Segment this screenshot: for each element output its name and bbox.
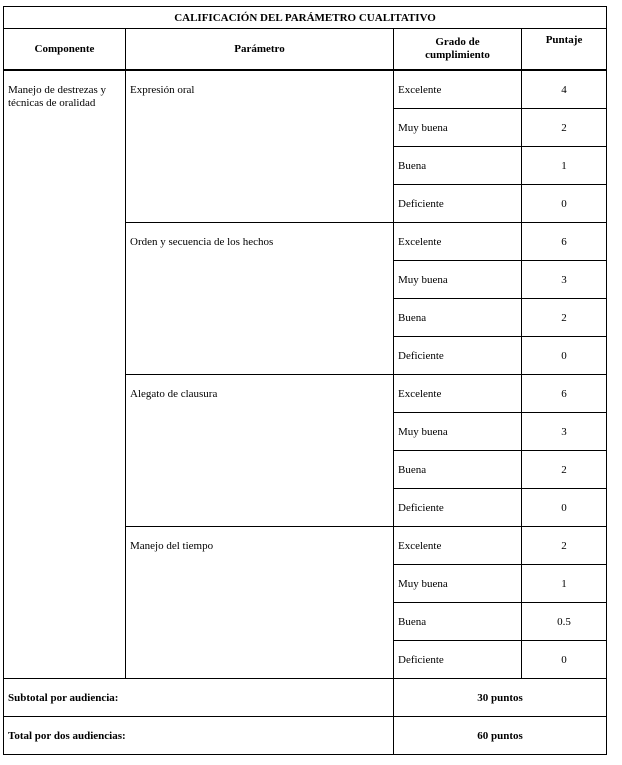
grado-cell: Buena — [394, 299, 522, 337]
subtotal-row — [4, 679, 607, 717]
grado-cell: Deficiente — [394, 489, 522, 527]
total-value: 60 puntos — [394, 717, 607, 755]
componente-cell — [4, 70, 126, 679]
puntaje-cell: 2 — [522, 527, 607, 565]
grado-cell: Deficiente — [394, 641, 522, 679]
header-row — [4, 29, 607, 71]
puntaje-cell: 6 — [522, 375, 607, 413]
grado-cell: Muy buena — [394, 413, 522, 451]
puntaje-cell: 3 — [522, 261, 607, 299]
header-parametro: Parámetro — [126, 29, 394, 71]
header-grado-line2: cumplimiento — [425, 49, 490, 61]
puntaje-cell: 0 — [522, 337, 607, 375]
grado-cell: Muy buena — [394, 109, 522, 147]
total-label: Total por dos audiencias: — [4, 717, 394, 755]
header-grado-line1: Grado de — [435, 36, 480, 48]
parametro-cell: Orden y secuencia de los hechos — [126, 223, 394, 375]
grado-cell: Excelente — [394, 70, 522, 109]
puntaje-cell: 0.5 — [522, 603, 607, 641]
componente-line2: técnicas de oralidad — [8, 97, 96, 109]
grado-cell: Deficiente — [394, 185, 522, 223]
puntaje-cell: 3 — [522, 413, 607, 451]
puntaje-cell: 0 — [522, 641, 607, 679]
puntaje-cell: 2 — [522, 451, 607, 489]
grado-cell: Excelente — [394, 375, 522, 413]
grado-cell: Deficiente — [394, 337, 522, 375]
header-puntaje: Puntaje — [522, 29, 607, 71]
grado-cell: Excelente — [394, 527, 522, 565]
puntaje-cell: 0 — [522, 185, 607, 223]
puntaje-cell: 6 — [522, 223, 607, 261]
header-componente: Componente — [4, 29, 126, 71]
parametro-cell: Alegato de clausura — [126, 375, 394, 527]
grado-cell: Muy buena — [394, 565, 522, 603]
parametro-cell: Manejo del tiempo — [126, 527, 394, 679]
puntaje-cell: 2 — [522, 299, 607, 337]
table-row — [4, 70, 607, 109]
puntaje-cell: 2 — [522, 109, 607, 147]
puntaje-cell: 1 — [522, 565, 607, 603]
puntaje-cell: 0 — [522, 489, 607, 527]
grado-cell: Buena — [394, 147, 522, 185]
subtotal-label: Subtotal por audiencia: — [4, 679, 394, 717]
calificacion-table — [3, 6, 607, 755]
puntaje-cell: 4 — [522, 70, 607, 109]
puntaje-cell: 1 — [522, 147, 607, 185]
parametro-cell: Expresión oral — [126, 70, 394, 223]
subtotal-value: 30 puntos — [394, 679, 607, 717]
table-title: CALIFICACIÓN DEL PARÁMETRO CUALITATIVO — [4, 7, 607, 29]
grado-cell: Excelente — [394, 223, 522, 261]
grado-cell: Buena — [394, 451, 522, 489]
header-grado — [394, 29, 522, 71]
total-row — [4, 717, 607, 755]
grado-cell: Muy buena — [394, 261, 522, 299]
grado-cell: Buena — [394, 603, 522, 641]
componente-line1: Manejo de destrezas y — [8, 84, 107, 96]
